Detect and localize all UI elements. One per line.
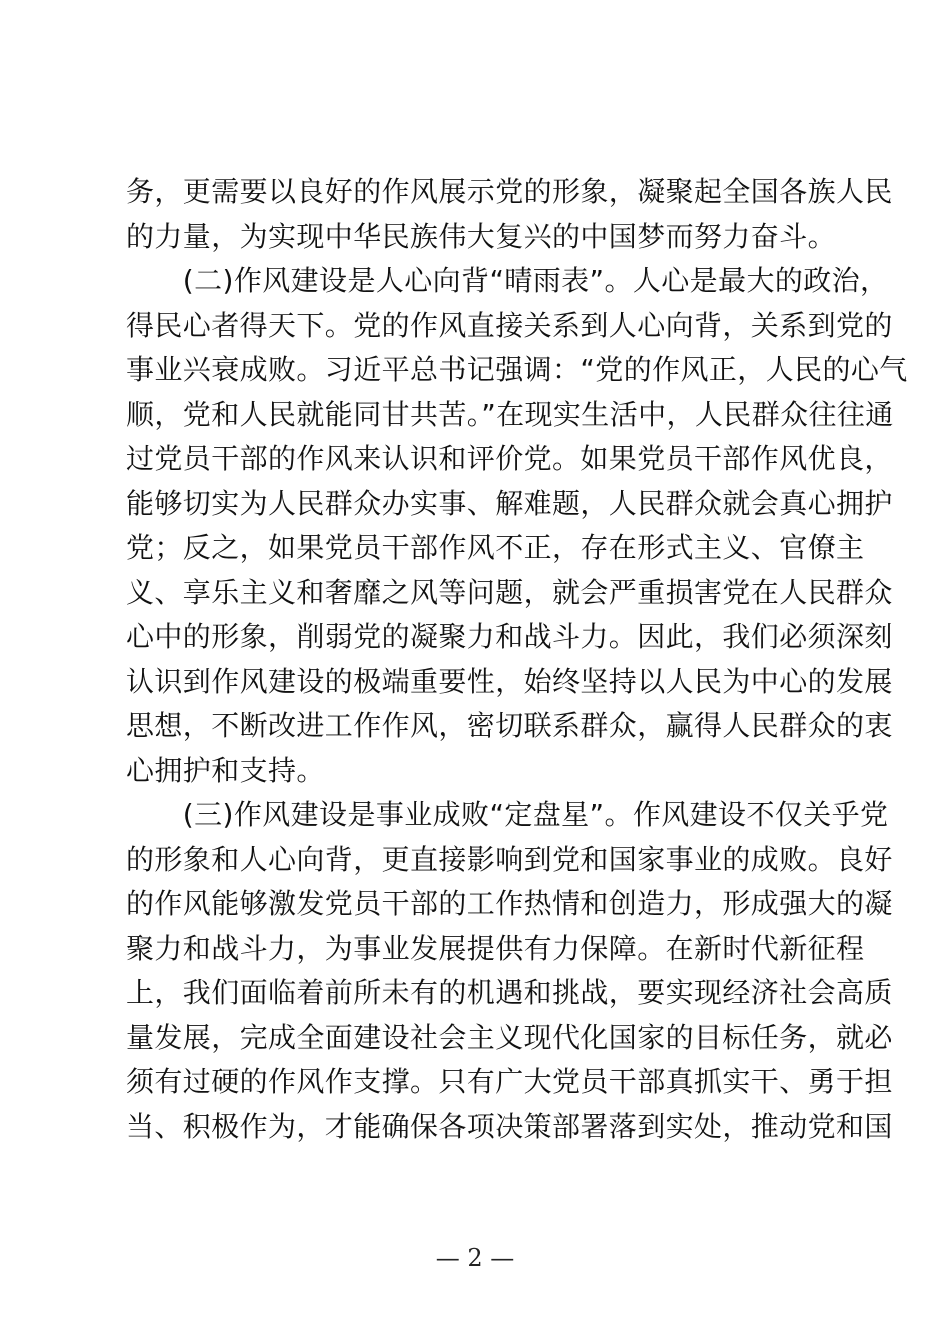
text-line: 当、积极作为，才能确保各项决策部署落到实处，推动党和国 (126, 1109, 893, 1143)
text-line: 顺，党和人民就能同甘共苦。”在现实生活中，人民群众往往通 (126, 397, 894, 431)
text-line: 量发展，完成全面建设社会主义现代化国家的目标任务，就必 (126, 1020, 893, 1054)
text-line: 义、享乐主义和奢靡之风等问题，就会严重损害党在人民群众 (126, 575, 893, 609)
text-line: 党；反之，如果党员干部作风不正，存在形式主义、官僚主 (126, 531, 865, 564)
text-line: 能够切实为人民群众办实事、解难题，人民群众就会真心拥护 (126, 486, 893, 520)
text-line: 事业兴衰成败。习近平总书记强调：“党的作风正，人民的心气 (126, 353, 908, 386)
text-line: 上，我们面临着前所未有的机遇和挑战，要实现经济社会高质 (126, 976, 893, 1009)
text-line: 得民心者得天下。党的作风直接关系到人心向背，关系到党的 (126, 308, 893, 342)
text-line: 心中的形象，削弱党的凝聚力和战斗力。因此，我们必须深刻 (126, 620, 893, 653)
text-line: (三)作风建设是事业成败“定盘星”。作风建设不仅关乎党 (126, 798, 889, 831)
text-line: 思想，不断改进工作作风，密切联系群众，赢得人民群众的衷 (126, 709, 893, 742)
body-text (126, 170, 908, 1149)
page-number: — 2 — (435, 1244, 515, 1272)
text-line: 须有过硬的作风作支撑。只有广大党员干部真抓实干、勇于担 (126, 1065, 893, 1098)
text-line: 的力量，为实现中华民族伟大复兴的中国梦而努力奋斗。 (126, 219, 837, 253)
text-line: 认识到作风建设的极端重要性，始终坚持以人民为中心的发展 (126, 664, 893, 698)
text-line: 务，更需要以良好的作风展示党的形象，凝聚起全国各族人民 (126, 175, 893, 208)
text-line: (二)作风建设是人心向背“晴雨表”。人心是最大的政治， (126, 264, 889, 297)
text-line: 过党员干部的作风来认识和评价党。如果党员干部作风优良， (126, 442, 893, 475)
text-line: 的形象和人心向背，更直接影响到党和国家事业的成败。良好 (126, 842, 893, 876)
text-line: 聚力和战斗力，为事业发展提供有力保障。在新时代新征程 (126, 931, 865, 965)
text-line: 心拥护和支持。 (126, 753, 325, 787)
text-line: 的作风能够激发党员干部的工作热情和创造力，形成强大的凝 (126, 887, 893, 920)
